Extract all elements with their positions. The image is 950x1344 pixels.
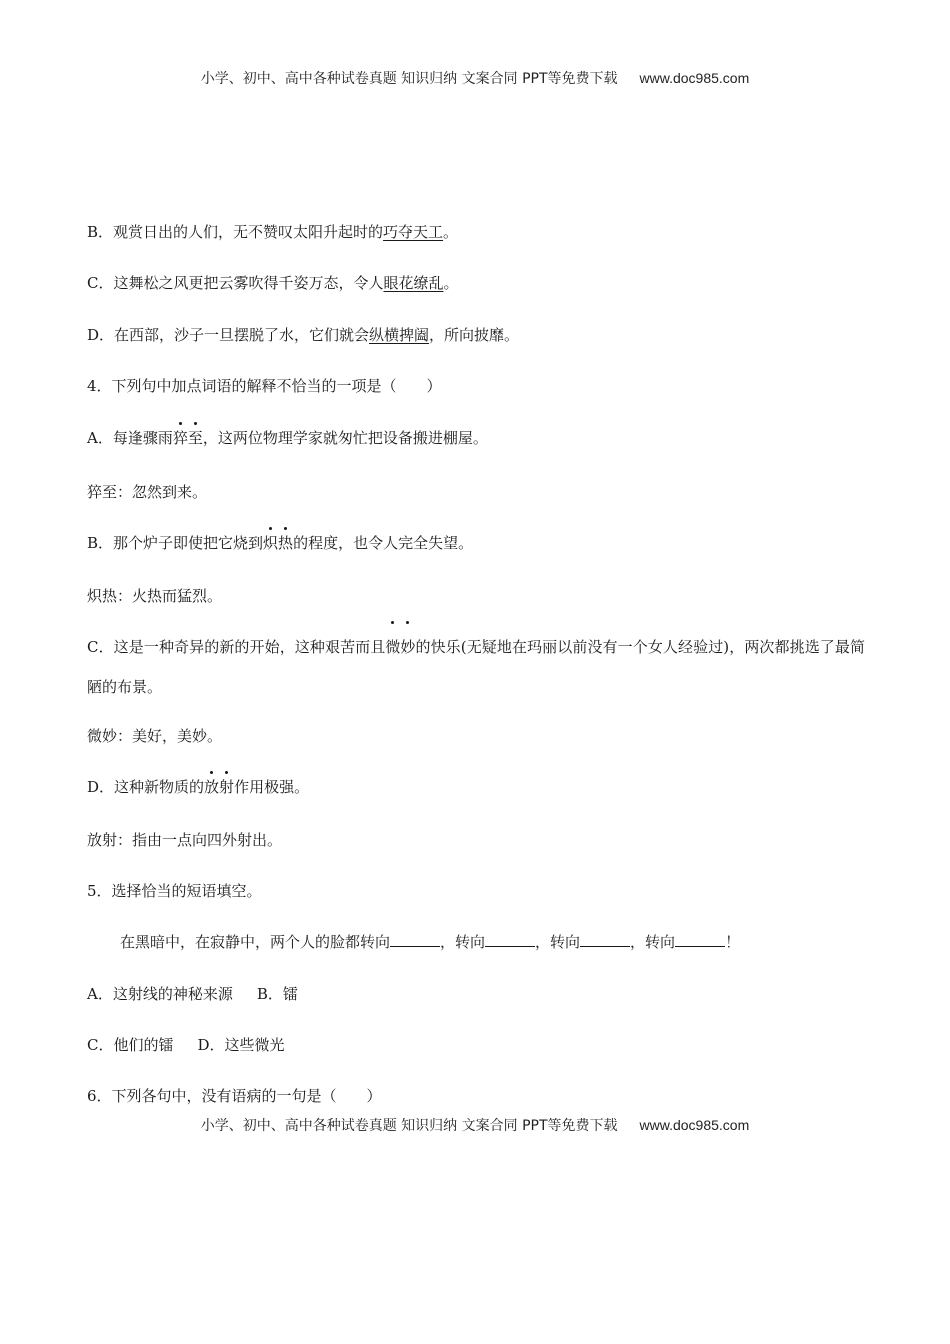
header-url[interactable]: www.doc985.com xyxy=(639,70,750,86)
underlined-phrase: 纵横捭阖 xyxy=(369,326,430,344)
q3-option-c: C．这舞松之风更把云雾吹得千姿万态，令人眼花缭乱。 xyxy=(87,274,459,292)
q4-stem: 4．下列句中加点词语的解释不恰当的一项是（ ） xyxy=(87,377,442,395)
fill-blank[interactable] xyxy=(580,932,630,947)
fill-blank[interactable] xyxy=(390,932,440,947)
q5-option-a: A．这射线的神秘来源 xyxy=(87,985,233,1003)
underlined-phrase: 巧夺天工 xyxy=(383,223,444,241)
q6-stem: 6．下列各句中，没有语病的一句是（ ） xyxy=(87,1087,382,1105)
page-header xyxy=(0,68,950,88)
footer-text: 小学、初中、高中各种试卷真题 知识归纳 文案合同 PPT等免费下载 xyxy=(200,1118,618,1134)
q3-option-d: D．在西部，沙子一旦摆脱了水，它们就会纵横捭阖，所向披靡。 xyxy=(87,326,520,344)
q4-explanation-d: 放射：指由一点向四外射出。 xyxy=(87,831,283,849)
q5-options-cd xyxy=(87,1035,285,1055)
q5-option-b: B．镭 xyxy=(256,985,298,1003)
fill-blank[interactable] xyxy=(675,932,725,947)
q4-option-a: A．每逢骤雨猝至，这两位物理学家就匆忙把设备搬进棚屋。 xyxy=(87,429,488,447)
dotted-char: 至 xyxy=(187,429,203,447)
q5-option-d: D．这些微光 xyxy=(197,1036,285,1054)
q4-explanation-a: 猝至：忽然到来。 xyxy=(87,483,208,501)
q5-stem: 5．选择恰当的短语填空。 xyxy=(87,882,262,900)
header-text: 小学、初中、高中各种试卷真题 知识归纳 文案合同 PPT等免费下载 xyxy=(200,71,618,87)
footer-url[interactable]: www.doc985.com xyxy=(639,1117,750,1133)
underlined-phrase: 眼花缭乱 xyxy=(383,274,444,292)
q5-options-ab xyxy=(87,984,298,1004)
dotted-char: 炽 xyxy=(263,534,279,552)
q4-option-d: D．这种新物质的放射作用极强。 xyxy=(87,778,310,796)
q3-option-b: B．观赏日出的人们，无不赞叹太阳升起时的巧夺天工。 xyxy=(87,223,459,241)
dotted-char: 放 xyxy=(204,778,220,796)
dotted-char: 妙 xyxy=(400,627,415,667)
q5-sentence: 在黑暗中，在寂静中，两个人的脸都转向 ，转向 ，转向 ，转向 ！ xyxy=(120,933,741,951)
q4-option-b: B．那个炉子即使把它烧到炽热的程度，也令人完全失望。 xyxy=(87,534,474,552)
dotted-char: 射 xyxy=(219,778,235,796)
q4-explanation-c: 微妙：美好，美妙。 xyxy=(87,727,223,745)
dotted-char: 热 xyxy=(278,534,294,552)
q4-explanation-b: 炽热：火热而猛烈。 xyxy=(87,587,223,605)
dotted-char: 猝 xyxy=(172,429,188,447)
q4-option-c: C．这是一种奇异的新的开始，这种艰苦而且微妙的快乐(无疑地在玛丽以前没有一个女人经验过)，两次都挑选了最简陋的布景。 xyxy=(87,627,865,707)
page-footer xyxy=(0,1115,950,1135)
dotted-char: 微 xyxy=(385,627,400,667)
q5-option-c: C．他们的镭 xyxy=(87,1036,174,1054)
fill-blank[interactable] xyxy=(485,932,535,947)
